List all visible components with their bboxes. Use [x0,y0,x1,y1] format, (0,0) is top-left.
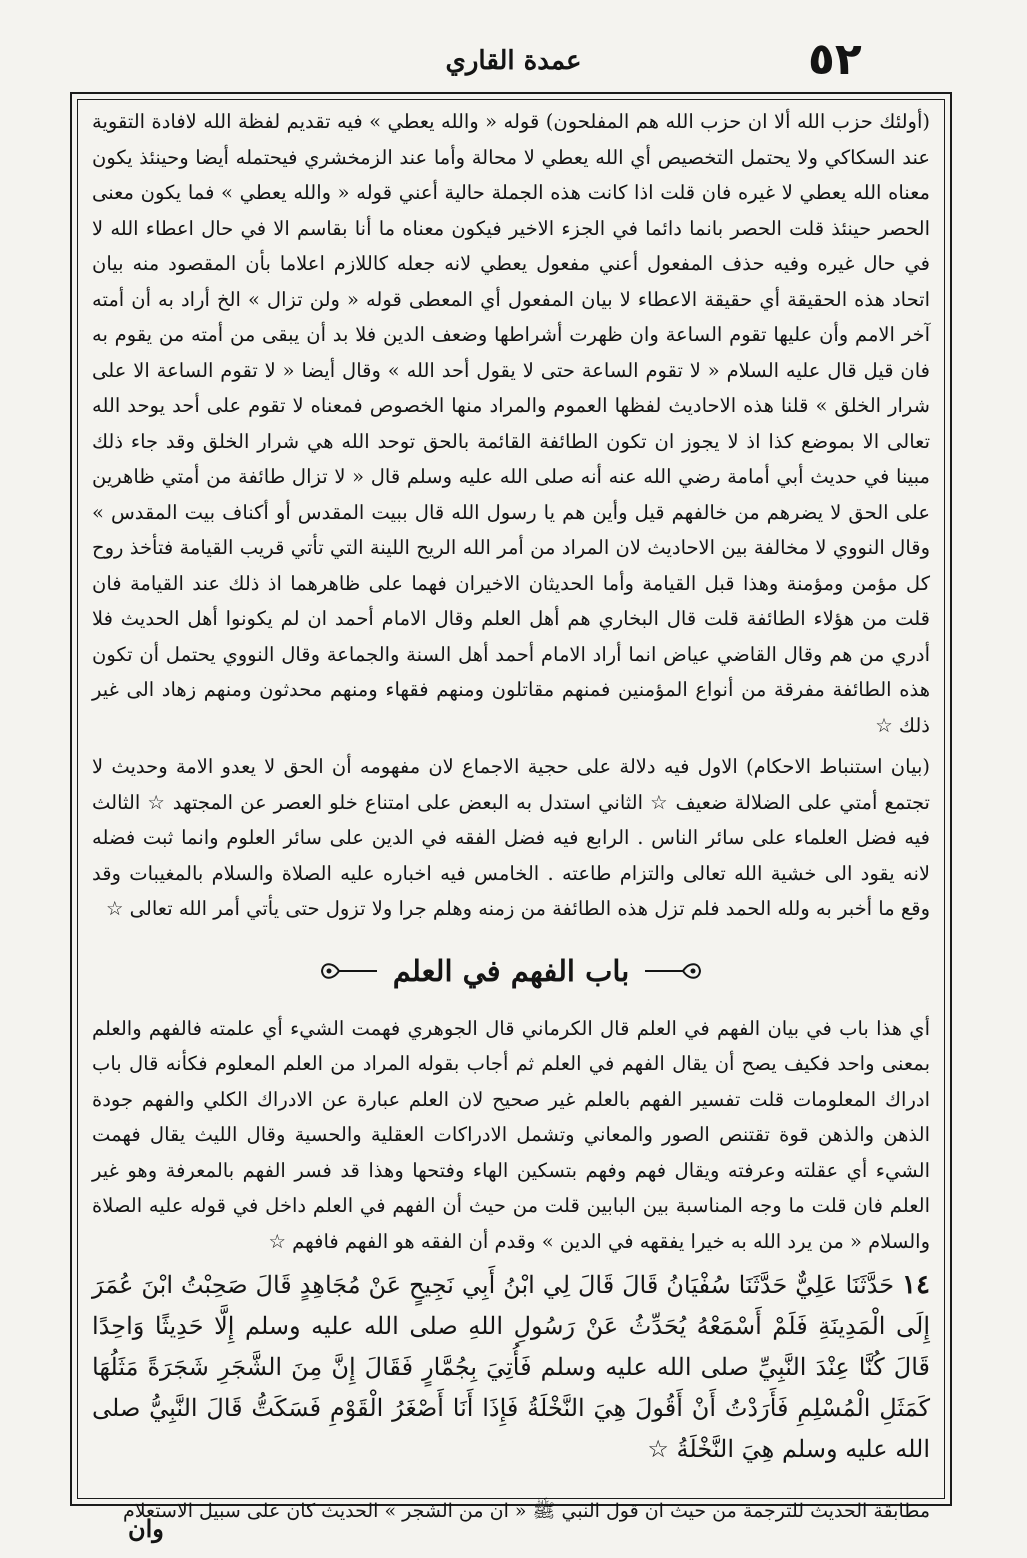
running-title: عمدة القاري [445,46,582,76]
commentary-paragraph-1: (أولئك حزب الله ألا ان حزب الله هم المفلحون) قوله « والله يعطي » فيه تقديم لفظة الله لافادة التقوية عند السكاكي ولا يحتمل التخصيص أي الله يعطي لا محالة وأما عند الزمخشري فيحتمله أيضا وحينئذ يكون معناه الله يعطي لا غيره فان قلت اذا كانت هذه الجملة حالية أعني قوله « والله يعطي » فما يكون معنى الحصر حينئذ قلت الحصر بانما دائما في الجزء الاخير فيكون معناه ما أنا بقاسم الا في حال اعطاء الله لا في حال غيره وفيه حذف المفعول أعني مفعول يعطي لانه جعله كاللازم اعلاما بأن المقصود منه بيان اتحاد هذه الحقيقة أي حقيقة الاعطاء لا بيان المفعول أي المعطى قوله « ولن تزال » الخ أراد به أن أمته آخر الامم وأن عليها تقوم الساعة وان ظهرت أشراطها وضعف الدين فلا بد أن يبقى من أمته من يقوم به فان قيل قال عليه السلام « لا تقوم الساعة حتى لا يقول أحد الله » وقال أيضا « لا تقوم الساعة الا على شرار الخلق » قلنا هذه الاحاديث لفظها العموم والمراد منها الخصوص فمعناه لا تقوم على أحد يوحد الله تعالى الا بموضع كذا اذ لا يجوز ان تكون الطائفة القائمة بالحق توحد الله هي شرار الخلق وقد جاء ذلك مبينا في حديث أبي أمامة رضي الله عنه أنه صلى الله عليه وسلم قال « لا تزال طائفة من أمتي ظاهرين على الحق لا يضرهم من خالفهم قيل وأين هم يا رسول الله قال ببيت المقدس أو أكناف بيت المقدس » وقال النووي لا مخالفة بين الاحاديث لان المراد من أمر الله الريح اللينة التي تأتي قريب القيامة فتأخذ روح كل مؤمن ومؤمنة وهذا قبل القيامة وأما الحديثان الاخيران فهما على ظاهرهما اذ ذلك عند القيامة فان قلت من هؤلاء الطائفة قلت قال البخاري هم أهل العلم وقال الامام أحمد ان لم يكونوا أهل الحديث فلا أدري من هم وقال القاضي عياض انما أراد الامام أحمد أهل السنة والجماعة وقال النووي يحتمل أن تكون هذه الطائفة مفرقة من أنواع المؤمنين فمنهم مقاتلون ومنهم فقهاء ومنهم محدثون ومنهم زهاد الى غير ذلك ☆ [92,110,930,737]
hadith-number: ١٤ [902,1270,930,1300]
main-text [92,104,930,1547]
chapter-title: باب الفهم في العلم [392,953,630,988]
catchword: وان [128,1514,164,1543]
hadith-text: حَدَّثَنَا عَلِيٌّ حَدَّثَنَا سُفْيَانُ قَالَ قَالَ لِي ابْنُ أَبِي نَجِيحٍ عَنْ مُجَاهِدٍ قَالَ صَحِبْتُ ابْنَ عُمَرَ إِلَى الْمَدِينَةِ فَلَمْ أَسْمَعْهُ يُحَدِّثُ عَنْ رَسُولِ اللهِ صلى الله عليه وسلم إِلَّا حَدِيثًا وَاحِدًا قَالَ كُنَّا عِنْدَ النَّبِيِّ صلى الله عليه وسلم فَأُتِيَ بِجُمَّارٍ فَقَالَ إِنَّ مِنَ الشَّجَرِ شَجَرَةً مَثَلُهَا كَمَثَلِ الْمُسْلِمِ فَأَرَدْتُ أَنْ أَقُولَ هِيَ النَّخْلَةُ فَإِذَا أَنَا أَصْغَرُ الْقَوْمِ فَسَكَتُّ قَالَ النَّبِيُّ صلى الله عليه وسلم هِيَ النَّخْلَةُ ☆ [92,1271,930,1463]
ornament-right-icon [643,960,703,982]
commentary-paragraph-3: أي هذا باب في بيان الفهم في العلم قال الكرماني قال الجوهري فهمت الشيء أي علمته فالفهم والعلم بمعنى واحد فكيف يصح أن يقال الفهم في العلم ثم أجاب بقوله المراد من العلم المعلوم فكأنه قال باب ادراك المعلومات قلت تفسير الفهم بالعلم غير صحيح لان العلم عبارة عن الادراك الكلي والفهم جودة الذهن والذهن قوة تقتنص الصور والمعاني وتشمل الادراكات العقلية والحسية وقال الليث يقال فهمت الشيء أي عقلته وعرفته ويقال فهم وفهم بتسكين الهاء وفتحها وهذا قد فسر الفهم بالمعرفة وهو غير العلم فان قلت ما وجه المناسبة بين البابين قلت من حيث أن الفهم في العلم داخل في قوله عليه الصلاة والسلام « من يرد الله به خيرا يفقهه في الدين » وقدم أن الفقه هو الفهم فافهم ☆ [92,1016,930,1253]
hadith-block [92,1265,930,1470]
chapter-heading [92,941,930,1001]
commentary-paragraph-4: مطابقة الحديث للترجمة من حيث ان قول النبي ﷺ « ان من الشجر » الحديث كان على سبيل الاستعلام [122,1500,930,1522]
commentary-paragraph-2: (بيان استنباط الاحكام) الاول فيه دلالة على حجية الاجماع لان مفهومه أن الحق لا يعدو الامة وحديث لا تجتمع أمتي على الضلالة ضعيف ☆ الثاني استدل به البعض على امتناع خلو العصر عن المجتهد ☆ الثالث فيه فضل العلماء على سائر الناس . الرابع فيه فضل الفقه في الدين على سائر العلوم وانما ثبت فضله لانه يقود الى خشية الله تعالى والتزام طاعته . الخامس فيه اخباره عليه الصلاة والسلام بالمغيبات وقد وقع ما أخبر به ولله الحمد فلم تزل هذه الطائفة من زمنه وهلم جرا ولا تزول حتى يأتي أمر الله تعالى ☆ [92,755,930,920]
ornament-left-icon [319,960,379,982]
page-number: ٥٢ [808,34,862,85]
